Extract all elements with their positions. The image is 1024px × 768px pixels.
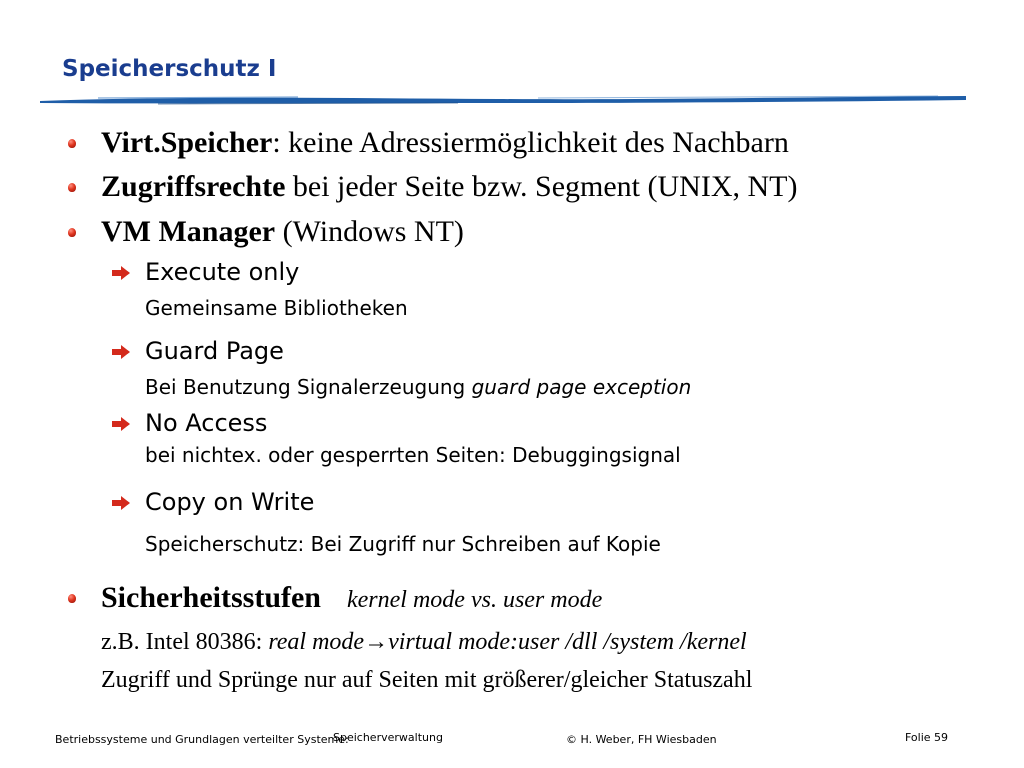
title-underline-brush	[38, 92, 968, 106]
vm-item-label: Execute only	[145, 258, 300, 286]
footer-course: Betriebssysteme und Grundlagen verteilter Systeme:	[55, 733, 349, 746]
bullet-icon	[68, 183, 76, 192]
bullet-virt-speicher: Virt.Speicher: keine Adressiermöglichkeit des Nachbarn	[101, 126, 789, 159]
vm-item-label: Copy on Write	[145, 488, 315, 516]
vm-item-description: bei nichtex. oder gesperrten Seiten: Debuggingsignal	[145, 443, 681, 467]
bullet-icon	[68, 228, 76, 237]
vm-item-label: Guard Page	[145, 337, 284, 365]
vm-item-label: No Access	[145, 409, 268, 437]
bullet-zugriffsrechte: Zugriffsrechte bei jeder Seite bzw. Segment (UNIX, NT)	[101, 170, 798, 203]
vm-item-description: Speicherschutz: Bei Zugriff nur Schreiben auf Kopie	[145, 532, 661, 556]
slide-title: Speicherschutz I	[62, 56, 277, 82]
arrow-bullet-icon	[111, 495, 131, 511]
security-rule-line: Zugriff und Sprünge nur auf Seiten mit größerer/gleicher Statuszahl	[101, 667, 753, 693]
arrow-symbol: →	[364, 629, 389, 655]
bullet-sicherheitsstufen: Sicherheitsstufen kernel mode vs. user mode	[101, 581, 603, 614]
footer-page-number: Folie 59	[905, 731, 949, 744]
bullet-icon	[68, 139, 76, 148]
bullet-vm-manager: VM Manager (Windows NT)	[101, 215, 464, 248]
footer-topic: Speicherverwaltung	[333, 731, 443, 744]
vm-item-description: Gemeinsame Bibliotheken	[145, 296, 408, 320]
arrow-bullet-icon	[111, 344, 131, 360]
arrow-bullet-icon	[111, 416, 131, 432]
security-example-line: z.B. Intel 80386: real mode→virtual mode:user /dll /system /kernel	[101, 629, 747, 655]
bullet-icon	[68, 594, 76, 603]
footer-author: © H. Weber, FH Wiesbaden	[566, 733, 717, 746]
arrow-bullet-icon	[111, 265, 131, 281]
vm-item-description: Bei Benutzung Signalerzeugung guard page exception	[145, 375, 692, 399]
